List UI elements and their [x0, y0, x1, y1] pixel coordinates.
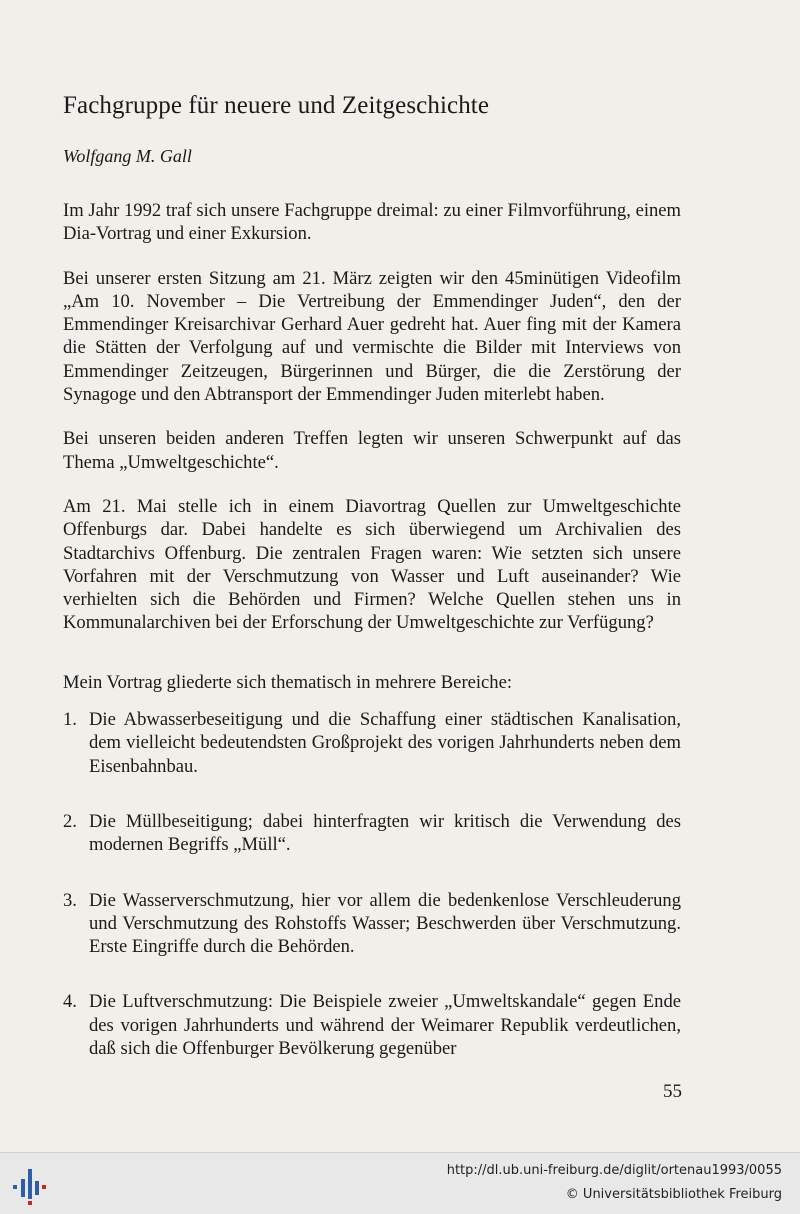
list-item-text: Die Wasserverschmutzung, hier vor allem die bedenkenlose Verschleuderung und Verschmutzung des Rohstoffs Wasser; Beschwerden über Verschmutzung. Erste Eingriffe durch die Behörden.: [89, 889, 681, 958]
author-name: Wolfgang M. Gall: [63, 146, 192, 166]
paragraph: Bei unserer ersten Sitzung am 21. März zeigten wir den 45minütigen Videofilm „Am 10. November – Die Vertreibung der Emmendinger Juden“, den der Emmendinger Kreisarchivar Gerhard Auer gedreht hat. Auer fing mit der Kamera die Stätten der Verfolgung auf und vermischte die Bilder mit Interviews von Emmendinger Zeitzeugen, Bürgerinnen und Bürger, die die Zerstörung der Synagoge und den Abtransport der Emmendinger Juden miterlebt haben.: [63, 267, 681, 406]
topic-list: [63, 708, 681, 1060]
list-item: [63, 810, 681, 857]
list-item-number: 1.: [63, 709, 77, 731]
ub-freiburg-logo-icon: [10, 1161, 50, 1207]
list-item: [63, 708, 681, 778]
list-item: [63, 990, 681, 1060]
page-number: 55: [663, 1081, 682, 1102]
list-item-text: Die Luftverschmutzung: Die Beispiele zweier „Umweltskandale“ gegen Ende des vorigen Jahrhunderts und während der Weimarer Republik verdeutlichen, daß sich die Offenburger Bevölkerung gegenüber: [89, 991, 681, 1060]
list-item-text: Die Müllbeseitigung; dabei hinterfragten wir kritisch die Verwendung des modernen Begriffs „Müll“.: [89, 810, 681, 856]
paragraph: Bei unseren beiden anderen Treffen legten wir unseren Schwerpunkt auf das Thema „Umweltgeschichte“.: [63, 428, 681, 473]
copyright-notice: © Universitätsbibliothek Freiburg: [565, 1187, 782, 1202]
paragraph: Am 21. Mai stelle ich in einem Diavortrag Quellen zur Umweltgeschichte Offenburgs dar. Dabei handelte es sich überwiegend um Archivalien des Stadtarchivs Offenburg. Die zentralen Fragen waren: Wie setzten sich unsere Vorfahren mit der Verschmutzung von Wasser und Luft auseinander? Wie verhielten sich die Behörden und Firmen? Welche Quellen stehen uns in Kommunalarchiven bei der Erforschung der Umweltgeschichte zur Verfügung?: [63, 495, 681, 634]
footer-bar: [0, 1152, 800, 1214]
paragraph: Im Jahr 1992 traf sich unsere Fachgruppe dreimal: zu einer Filmvorführung, einem Dia-Vortrag und einer Exkursion.: [63, 200, 681, 245]
list-item-number: 2.: [63, 810, 77, 832]
list-item-text: Die Abwasserbeseitigung und die Schaffung einer städtischen Kanalisation, dem vielleicht bedeutendsten Großprojekt des vorigen Jahrhunderts neben dem Eisenbahnbau.: [89, 709, 681, 777]
list-item-number: 4.: [63, 991, 77, 1013]
list-intro: Mein Vortrag gliederte sich thematisch in mehrere Bereiche:: [63, 671, 513, 693]
list-item-number: 3.: [63, 889, 77, 911]
page-content: [63, 92, 681, 1092]
list-item: [63, 889, 681, 959]
page-title: Fachgruppe für neuere und Zeitgeschichte: [63, 92, 490, 119]
source-url-link[interactable]: http://dl.ub.uni-freiburg.de/diglit/ortenau1993/0055: [446, 1163, 782, 1178]
